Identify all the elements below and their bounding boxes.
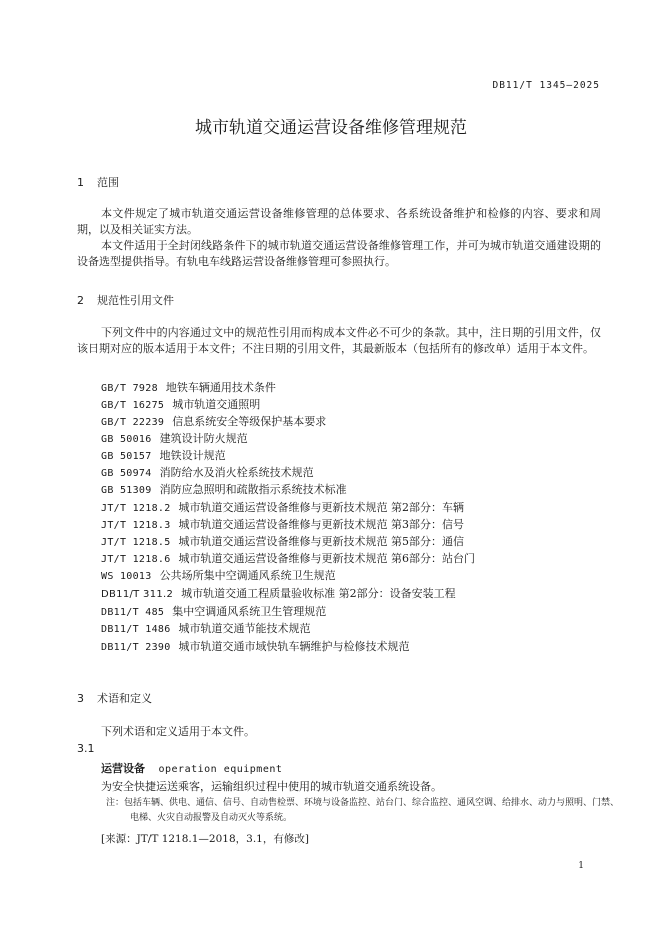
term-name-en: operation equipment [158,764,283,775]
reference-title: 信息系统安全等级保护基本要求 [172,415,327,428]
term-definition: 为安全快捷运送乘客，运输组织过程中使用的城市轨道交通系统设备。 [101,780,442,793]
reference-item [101,447,226,463]
reference-code: JT/T 1218.5 [101,537,171,548]
reference-item [101,464,314,480]
reference-code: DB11/T 2390 [101,642,171,653]
reference-title: 地铁车辆通用技术条件 [165,381,276,394]
section-1-heading [77,174,119,190]
reference-item [101,550,475,566]
reference-item [101,379,276,395]
reference-title: 地铁设计规范 [159,449,226,462]
term-source: [来源：JT/T 1218.1—2018，3.1，有修改] [101,833,309,845]
reference-title: 城市轨道交通运营设备维修与更新技术规范 第3部分：信号 [178,518,465,531]
reference-title: 消防应急照明和疏散指示系统技术标准 [159,483,347,496]
reference-item [101,533,464,549]
term-note: 注：包括车辆、供电、通信、信号、自动售检票、环境与设备监控、站台门、综合监控、通风空调、给排水、动力与照明、门禁、电梯、火灾自动报警及自动灭火等系统。 [106,798,620,823]
reference-title: 建筑设计防火规范 [159,432,248,445]
reference-item [101,430,248,446]
section-2-title: 规范性引用文件 [97,294,174,307]
standard-code: DB11/T 1345—2025 [492,80,600,91]
reference-title: 城市轨道交通节能技术规范 [178,622,311,635]
reference-item [101,620,311,636]
reference-code: JT/T 1218.2 [101,503,171,514]
reference-title: 集中空调通风系统卫生管理规范 [172,605,327,618]
reference-title: 城市轨道交通工程质量验收标准 第2部分：设备安装工程 [181,587,456,600]
section-3-intro: 下列术语和定义适用于本文件。 [101,725,255,738]
section-1-paragraph-1: 本文件规定了城市轨道交通运营设备维修管理的总体要求、各系统设备维护和检修的内容、要求和周期，以及相关证实方法。 [77,207,601,236]
reference-code: GB/T 22239 [101,417,165,428]
term-number: 3.1 [77,742,95,755]
term-name-cn: 运营设备 [101,762,145,775]
reference-title: 城市轨道交通市域快轨车辆维护与检修技术规范 [178,640,410,653]
reference-code: DB11/T 311.2 [101,589,174,600]
reference-item [101,638,410,654]
section-1-title: 范围 [97,176,119,189]
reference-item [101,499,464,515]
reference-title: 公共场所集中空调通风系统卫生规范 [159,569,336,582]
reference-title: 城市轨道交通运营设备维修与更新技术规范 第6部分：站台门 [178,552,476,565]
reference-title: 城市轨道交通照明 [172,398,261,411]
term-heading [101,760,282,776]
reference-item [101,585,456,601]
reference-code: JT/T 1218.3 [101,520,171,531]
section-1-number: 1 [77,176,84,189]
reference-code: GB/T 16275 [101,400,165,411]
document-title: 城市轨道交通运营设备维修管理规范 [195,118,467,138]
reference-code: DB11/T 485 [101,607,165,618]
reference-title: 城市轨道交通运营设备维修与更新技术规范 第2部分：车辆 [178,501,465,514]
section-2-number: 2 [77,294,84,307]
reference-item [101,603,326,619]
reference-code: GB 50157 [101,451,152,462]
reference-item [101,516,464,532]
section-1-paragraph-2: 本文件适用于全封闭线路条件下的城市轨道交通运营设备维修管理工作，并可为城市轨道交通建设期的设备选型提供指导。有轨电车线路运营设备维修管理可参照执行。 [77,239,601,268]
reference-title: 消防给水及消火栓系统技术规范 [159,466,314,479]
section-2-intro: 下列文件中的内容通过文中的规范性引用而构成本文件必不可少的条款。其中，注日期的引用文件，仅该日期对应的版本适用于本文件；不注日期的引用文件，其最新版本（包括所有的修改单）适用于本文件。 [77,326,601,355]
reference-code: GB/T 7928 [101,383,158,394]
reference-code: GB 50016 [101,434,152,445]
reference-code: JT/T 1218.6 [101,554,171,565]
reference-code: DB11/T 1486 [101,624,171,635]
section-2-heading [77,292,174,308]
reference-code: WS 10013 [101,571,152,582]
page-number: 1 [578,861,584,871]
reference-item [101,481,347,497]
reference-code: GB 51309 [101,485,152,496]
section-3-number: 3 [77,692,84,705]
reference-item [101,567,336,583]
section-3-title: 术语和定义 [97,692,152,705]
reference-item [101,413,326,429]
reference-code: GB 50974 [101,468,152,479]
reference-title: 城市轨道交通运营设备维修与更新技术规范 第5部分：通信 [178,535,465,548]
reference-item [101,396,260,412]
section-3-heading [77,690,152,706]
